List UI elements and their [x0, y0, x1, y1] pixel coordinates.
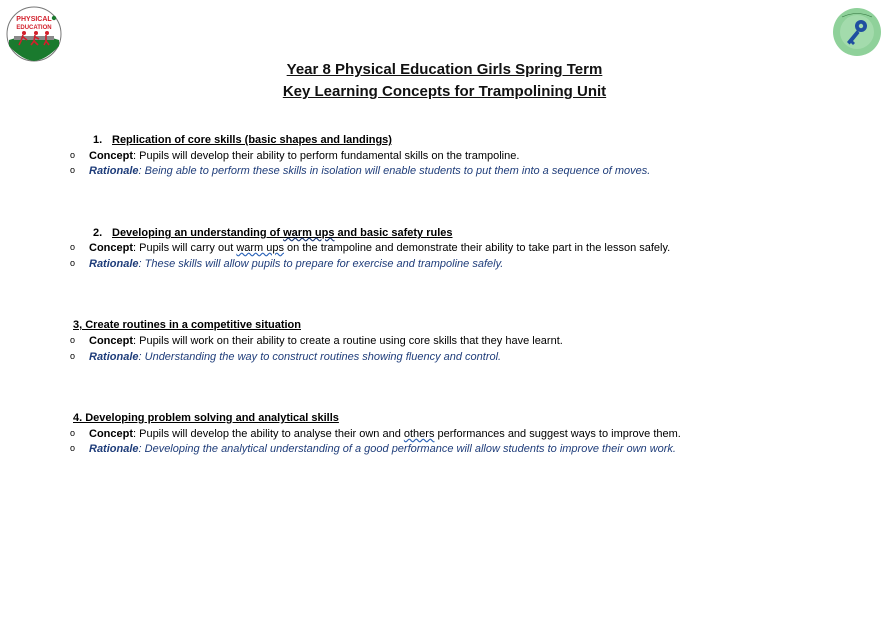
logo-text-physical: PHYSICAL: [16, 16, 52, 23]
section-2-number: 2.: [93, 227, 103, 239]
concept-text: others: [403, 428, 435, 440]
heading-text: Developing an understanding of: [112, 227, 284, 239]
rationale-label: Rationale: [89, 351, 139, 363]
concept-text: warm ups: [236, 242, 284, 254]
bullet-icon: o: [70, 150, 76, 160]
rationale-text: : Understanding the way to construct routines showing fluency and control.: [138, 351, 502, 363]
section-3-rationale: [70, 351, 501, 363]
bullet-icon: o: [70, 165, 76, 175]
bullet-icon: o: [70, 443, 76, 453]
section-2-heading: [93, 227, 452, 239]
section-4-heading: 4. Developing problem solving and analytical skills: [73, 412, 339, 424]
bullet-icon: o: [70, 428, 76, 438]
rationale-text: : Being able to perform these skills in isolation will enable students to put them into a sequence of moves.: [138, 165, 651, 177]
rationale-label: Rationale: [89, 443, 139, 455]
section-2-concept: [70, 242, 670, 254]
physical-education-logo: [6, 6, 62, 62]
page-subtitle: Key Learning Concepts for Trampolining Unit: [282, 83, 607, 100]
rationale-text: : Developing the analytical understanding of a good performance will allow students to improve their own work.: [138, 443, 676, 455]
bullet-icon: o: [70, 242, 76, 252]
bullet-icon: o: [70, 335, 76, 345]
concept-text: : Pupils will develop the ability to analyse their own and: [133, 428, 404, 440]
concept-label: Concept: [89, 428, 133, 440]
section-1-concept: [70, 150, 519, 162]
heading-text: warm ups: [283, 227, 335, 239]
concept-label: Concept: [89, 150, 133, 162]
section-1-heading: [93, 134, 392, 146]
section-4-rationale: [70, 443, 676, 455]
section-1-heading-text: Replication of core skills (basic shapes and landings): [112, 134, 392, 146]
concept-text: on the trampoline and demonstrate their ability to take part in the lesson safely.: [284, 242, 671, 254]
section-3-heading: 3, Create routines in a competitive situation: [73, 319, 301, 331]
section-1-number: 1.: [93, 134, 103, 146]
section-2-rationale: [70, 258, 503, 270]
concept-label: Concept: [89, 242, 133, 254]
school-badge-icon: [832, 7, 882, 57]
section-3-concept: [70, 335, 563, 347]
rationale-label: Rationale: [89, 165, 139, 177]
concept-text: : Pupils will work on their ability to create a routine using core skills that they have learnt.: [133, 335, 563, 347]
rationale-label: Rationale: [89, 258, 139, 270]
bullet-icon: o: [70, 258, 76, 268]
logo-text-education: EDUCATION: [16, 25, 52, 31]
concept-text: performances and suggest ways to improve them.: [434, 428, 681, 440]
page-title: Year 8 Physical Education Girls Spring Term: [286, 61, 603, 78]
concept-label: Concept: [89, 335, 133, 347]
concept-text: : Pupils will carry out: [133, 242, 237, 254]
heading-text: and basic safety rules: [334, 227, 453, 239]
concept-text: : Pupils will develop their ability to perform fundamental skills on the trampoline.: [133, 150, 520, 162]
section-1-rationale: [70, 165, 650, 177]
bullet-icon: o: [70, 351, 76, 361]
section-4-concept: [70, 428, 681, 440]
rationale-text: : These skills will allow pupils to prepare for exercise and trampoline safely.: [138, 258, 504, 270]
